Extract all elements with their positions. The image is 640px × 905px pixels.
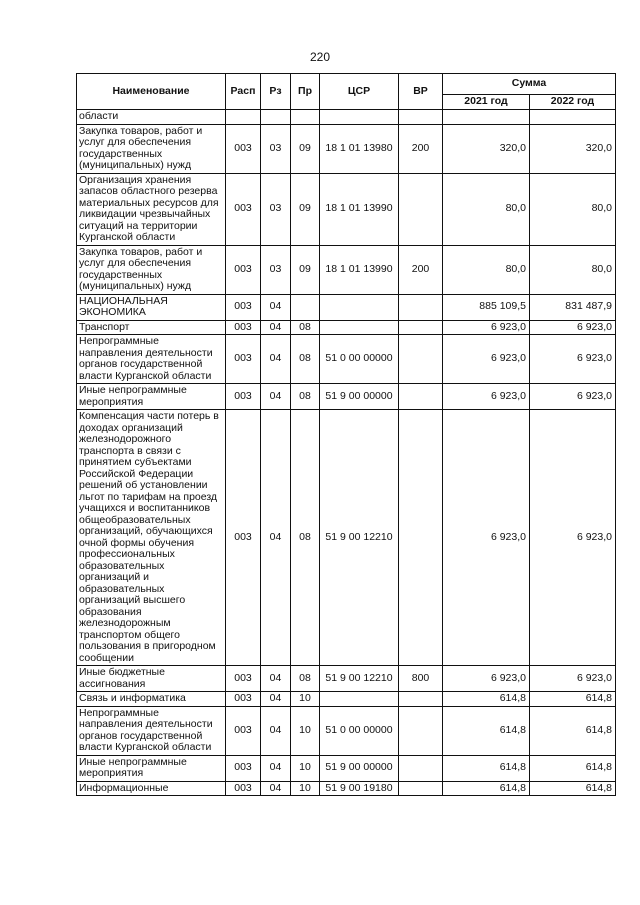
cell-rasp: 003 — [226, 294, 261, 320]
cell-name: Непрограммные направления деятельности органов государственной власти Курганской области — [77, 335, 226, 384]
cell-pr: 08 — [291, 320, 320, 335]
cell-y2022: 831 487,9 — [530, 294, 616, 320]
cell-csr: 51 9 00 00000 — [320, 384, 399, 410]
table-row — [77, 110, 616, 125]
cell-csr: 51 0 00 00000 — [320, 706, 399, 755]
cell-vr — [399, 755, 443, 781]
header-sum: Сумма — [443, 74, 616, 95]
cell-y2021: 6 923,0 — [443, 320, 530, 335]
cell-csr: 18 1 01 13990 — [320, 245, 399, 294]
cell-csr: 51 9 00 12210 — [320, 410, 399, 666]
cell-rz: 04 — [261, 692, 291, 707]
cell-pr: 08 — [291, 666, 320, 692]
cell-rasp: 003 — [226, 335, 261, 384]
cell-rz: 04 — [261, 294, 291, 320]
cell-csr — [320, 692, 399, 707]
cell-csr: 18 1 01 13990 — [320, 173, 399, 245]
cell-y2021: 6 923,0 — [443, 666, 530, 692]
table-row — [77, 245, 616, 294]
table-row — [77, 294, 616, 320]
cell-y2022: 80,0 — [530, 173, 616, 245]
cell-name: Иные непрограммные мероприятия — [77, 384, 226, 410]
cell-rz — [261, 110, 291, 125]
cell-vr — [399, 692, 443, 707]
header-pr: Пр — [291, 74, 320, 110]
cell-pr: 10 — [291, 781, 320, 796]
cell-csr — [320, 320, 399, 335]
cell-rz: 03 — [261, 245, 291, 294]
cell-pr — [291, 294, 320, 320]
cell-vr: 200 — [399, 124, 443, 173]
cell-rasp: 003 — [226, 384, 261, 410]
table-row — [77, 706, 616, 755]
cell-vr — [399, 410, 443, 666]
cell-vr: 800 — [399, 666, 443, 692]
cell-pr: 09 — [291, 124, 320, 173]
cell-rasp: 003 — [226, 666, 261, 692]
cell-name: области — [77, 110, 226, 125]
cell-y2022: 6 923,0 — [530, 384, 616, 410]
cell-name: Организация хранения запасов областного резерва материальных ресурсов для ликвидации чрезвычайных ситуаций на территории Курганской области — [77, 173, 226, 245]
cell-rasp: 003 — [226, 410, 261, 666]
cell-pr — [291, 110, 320, 125]
cell-rz: 04 — [261, 320, 291, 335]
table-row — [77, 384, 616, 410]
cell-y2022: 320,0 — [530, 124, 616, 173]
cell-csr — [320, 294, 399, 320]
table-row — [77, 335, 616, 384]
cell-pr: 08 — [291, 335, 320, 384]
cell-pr: 10 — [291, 755, 320, 781]
cell-rasp: 003 — [226, 692, 261, 707]
cell-y2022: 614,8 — [530, 706, 616, 755]
table-row — [77, 124, 616, 173]
cell-name: Непрограммные направления деятельности органов государственной власти Курганской области — [77, 706, 226, 755]
cell-rasp — [226, 110, 261, 125]
cell-y2021: 614,8 — [443, 781, 530, 796]
cell-pr: 09 — [291, 245, 320, 294]
cell-vr — [399, 384, 443, 410]
header-year-2022: 2022 год — [530, 95, 616, 110]
cell-name: Иные непрограммные мероприятия — [77, 755, 226, 781]
cell-y2022: 6 923,0 — [530, 320, 616, 335]
table-row — [77, 320, 616, 335]
cell-pr: 08 — [291, 384, 320, 410]
cell-rz: 04 — [261, 706, 291, 755]
header-rz: Рз — [261, 74, 291, 110]
cell-rz: 04 — [261, 666, 291, 692]
cell-name: Информационные — [77, 781, 226, 796]
cell-y2022: 614,8 — [530, 692, 616, 707]
cell-csr: 51 9 00 00000 — [320, 755, 399, 781]
cell-name: Иные бюджетные ассигнования — [77, 666, 226, 692]
cell-name: Закупка товаров, работ и услуг для обеспечения государственных (муниципальных) нужд — [77, 245, 226, 294]
cell-vr — [399, 781, 443, 796]
cell-pr: 09 — [291, 173, 320, 245]
header-name: Наименование — [77, 74, 226, 110]
cell-rasp: 003 — [226, 706, 261, 755]
cell-name: НАЦИОНАЛЬНАЯ ЭКОНОМИКА — [77, 294, 226, 320]
cell-vr: 200 — [399, 245, 443, 294]
cell-rz: 03 — [261, 124, 291, 173]
header-year-2021: 2021 год — [443, 95, 530, 110]
cell-vr — [399, 706, 443, 755]
cell-name: Компенсация части потерь в доходах организаций железнодорожного транспорта в связи с принятием субъектами Российской Федерации решений об установлении льгот по тарифам на проезд учащихся и воспитанников общеобразовательных организаций, обучающихся очной формы обучения профессиональных образовательных организаций и образовательных организаций высшего образования железнодорожным транспортом общего пользования в пригородном сообщении — [77, 410, 226, 666]
cell-y2022 — [530, 110, 616, 125]
cell-name: Связь и информатика — [77, 692, 226, 707]
cell-rasp: 003 — [226, 781, 261, 796]
cell-rz: 04 — [261, 755, 291, 781]
table-row — [77, 692, 616, 707]
cell-pr: 10 — [291, 706, 320, 755]
cell-rasp: 003 — [226, 245, 261, 294]
cell-vr — [399, 294, 443, 320]
cell-rz: 04 — [261, 410, 291, 666]
cell-name: Закупка товаров, работ и услуг для обеспечения государственных (муниципальных) нужд — [77, 124, 226, 173]
cell-rasp: 003 — [226, 173, 261, 245]
cell-csr: 51 0 00 00000 — [320, 335, 399, 384]
cell-rasp: 003 — [226, 124, 261, 173]
table-row — [77, 173, 616, 245]
cell-y2021: 614,8 — [443, 692, 530, 707]
cell-y2021: 80,0 — [443, 245, 530, 294]
cell-rz: 04 — [261, 335, 291, 384]
cell-y2021 — [443, 110, 530, 125]
budget-table — [76, 73, 616, 796]
cell-y2021: 320,0 — [443, 124, 530, 173]
cell-y2022: 6 923,0 — [530, 410, 616, 666]
cell-rz: 03 — [261, 173, 291, 245]
cell-y2021: 6 923,0 — [443, 410, 530, 666]
table-row — [77, 781, 616, 796]
cell-vr — [399, 320, 443, 335]
cell-y2021: 885 109,5 — [443, 294, 530, 320]
cell-vr — [399, 335, 443, 384]
cell-y2021: 80,0 — [443, 173, 530, 245]
cell-y2021: 6 923,0 — [443, 335, 530, 384]
cell-rz: 04 — [261, 781, 291, 796]
cell-csr: 51 9 00 19180 — [320, 781, 399, 796]
header-vr: ВР — [399, 74, 443, 110]
cell-rasp: 003 — [226, 320, 261, 335]
cell-csr: 18 1 01 13980 — [320, 124, 399, 173]
table-row — [77, 666, 616, 692]
cell-pr: 10 — [291, 692, 320, 707]
cell-y2022: 80,0 — [530, 245, 616, 294]
cell-vr — [399, 173, 443, 245]
cell-csr: 51 9 00 12210 — [320, 666, 399, 692]
cell-y2022: 614,8 — [530, 781, 616, 796]
cell-name: Транспорт — [77, 320, 226, 335]
table-row — [77, 755, 616, 781]
cell-y2022: 6 923,0 — [530, 335, 616, 384]
header-csr: ЦСР — [320, 74, 399, 110]
cell-pr: 08 — [291, 410, 320, 666]
page-number: 220 — [309, 50, 331, 64]
cell-csr — [320, 110, 399, 125]
cell-y2021: 614,8 — [443, 755, 530, 781]
cell-rz: 04 — [261, 384, 291, 410]
cell-y2022: 6 923,0 — [530, 666, 616, 692]
cell-y2021: 614,8 — [443, 706, 530, 755]
cell-rasp: 003 — [226, 755, 261, 781]
header-rasp: Расп — [226, 74, 261, 110]
cell-y2022: 614,8 — [530, 755, 616, 781]
cell-y2021: 6 923,0 — [443, 384, 530, 410]
table-row — [77, 410, 616, 666]
cell-vr — [399, 110, 443, 125]
